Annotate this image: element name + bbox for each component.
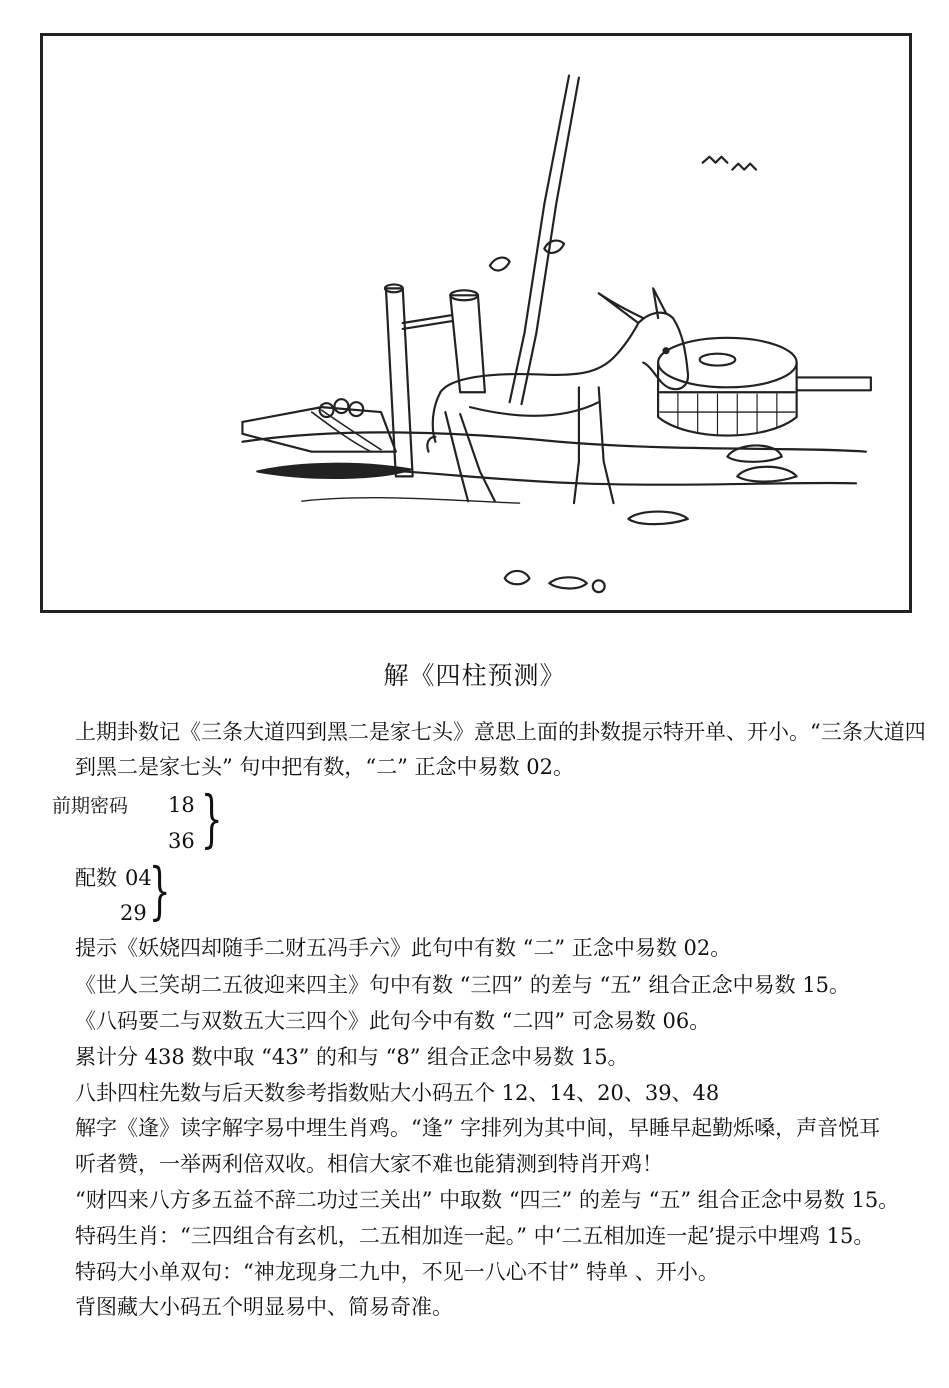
brace-icon: } [200,782,223,855]
paragraph-line: 到黑二是家七头” 句中把有数，“二” 正念中易数 02。 [75,755,574,779]
prev-code-number: 36 [168,829,195,853]
hint-line: 《八码要二与双数五大三四个》此句今中有数 “二四” 可念易数 06。 [75,1009,711,1033]
match-number: 04 [125,866,152,890]
hint-line: 背图藏大小码五个明显易中、简易奇准。 [75,1295,453,1319]
brace-icon: } [148,854,171,927]
match-label: 配数 [75,866,117,890]
prev-code-number: 18 [168,793,195,817]
prev-code-label: 前期密码 [52,795,129,817]
hint-line: 特码生肖：“三四组合有玄机，二五相加连一起。” 中‘二五相加连一起’提示中埋鸡 15。 [75,1224,875,1248]
hint-line: 《世人三笑胡二五彼迎来四主》句中有数 “三四” 的差与 “五” 组合正念中易数 15。 [75,973,851,997]
hint-line: 提示《妖娆四却随手二财五冯手六》此句中有数 “二” 正念中易数 02。 [75,936,732,960]
hint-line: 听者赞，一举两利倍双收。相信大家不难也能猜测到特肖开鸡！ [75,1152,663,1176]
match-number: 29 [120,901,147,925]
wooden-post [386,288,413,476]
millstone [658,338,797,387]
donkey-millstone-illustration [43,36,909,610]
hint-line: 累计分 438 数中取 “43” 的和与 “8” 组合正念中易数 15。 [75,1045,629,1069]
hint-line: “财四来八方多五益不辞二功过三关出” 中取数 “四三” 的差与 “五” 组合正念中易数 15。 [75,1188,900,1212]
paragraph-line: 上期卦数记《三条大道四到黑二是家七头》意思上面的卦数提示特开单、开小。“三条大道四 [75,720,926,744]
illustration-frame [40,33,912,613]
section-title: 解《四柱预测》 [383,661,566,690]
hint-line: 解字《逢》读字解字易中埋生肖鸡。“逢” 字排列为其中间，早睡早起勤烁嗓，声音悦耳 [75,1116,881,1140]
hint-line: 特码大小单双句：“神龙现身二九中，不见一八心不甘” 特单 、开小。 [75,1260,719,1284]
donkey [427,288,688,503]
hint-line: 八卦四柱先数与后天数参考指数贴大小码五个 12、14、20、39、48 [75,1081,720,1105]
